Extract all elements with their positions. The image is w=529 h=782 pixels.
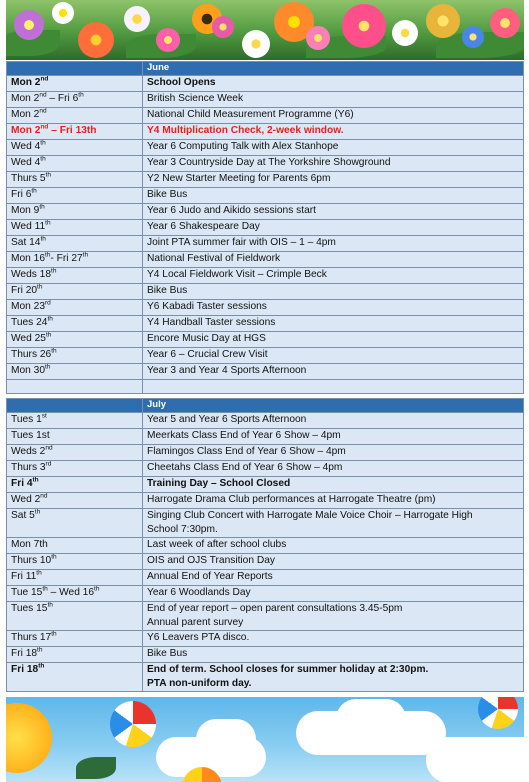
event-description: Year 3 and Year 4 Sports Afternoon (143, 364, 524, 380)
event-date: Thurs 3rd (7, 461, 143, 477)
event-row (7, 172, 524, 188)
event-description: School Opens (143, 76, 524, 92)
event-description: Y4 Local Fieldwork Visit – Crimple Beck (143, 268, 524, 284)
event-row (7, 140, 524, 156)
event-date: Fri 20th (7, 284, 143, 300)
event-description: Year 6 Judo and Aikido sessions start (143, 204, 524, 220)
event-row (7, 631, 524, 647)
event-description: Training Day – School Closed (143, 477, 524, 493)
event-description: Year 6 Woodlands Day (143, 586, 524, 602)
event-row (7, 204, 524, 220)
event-row (7, 647, 524, 663)
event-description: Y4 Multiplication Check, 2-week window. (143, 124, 524, 140)
event-date: Sat 5th (7, 509, 143, 538)
event-date: Tues 1st (7, 413, 143, 429)
event-row (7, 493, 524, 509)
event-description: Bike Bus (143, 647, 524, 663)
event-description: Annual End of Year Reports (143, 570, 524, 586)
event-date: Tues 24th (7, 316, 143, 332)
event-row (7, 413, 524, 429)
event-row (7, 156, 524, 172)
event-date: Wed 2nd (7, 493, 143, 509)
event-date: Wed 11th (7, 220, 143, 236)
event-description: Joint PTA summer fair with OIS – 1 – 4pm (143, 236, 524, 252)
event-row (7, 188, 524, 204)
beach-ball-icon (110, 701, 156, 747)
event-description: Y6 Leavers PTA disco. (143, 631, 524, 647)
event-date: Fri 4th (7, 477, 143, 493)
event-date: Wed 4th (7, 140, 143, 156)
event-row (7, 236, 524, 252)
event-description: Bike Bus (143, 284, 524, 300)
event-date: Wed 25th (7, 332, 143, 348)
beach-ball-icon (478, 697, 518, 729)
event-row (7, 570, 524, 586)
event-date: Mon 2nd – Fri 13th (7, 124, 143, 140)
month-header (7, 62, 524, 76)
event-date: Mon 23rd (7, 300, 143, 316)
event-description: National Festival of Fieldwork (143, 252, 524, 268)
event-date: Mon 9th (7, 204, 143, 220)
event-date: Mon 7th (7, 538, 143, 554)
event-description: Year 5 and Year 6 Sports Afternoon (143, 413, 524, 429)
event-row (7, 554, 524, 570)
event-row (7, 538, 524, 554)
event-description: Year 6 – Crucial Crew Visit (143, 348, 524, 364)
event-date: Weds 18th (7, 268, 143, 284)
event-description: End of year report – open parent consultations 3.45-5pm Annual parent survey (143, 602, 524, 631)
event-row (7, 586, 524, 602)
event-row (7, 364, 524, 380)
event-description: Flamingos Class End of Year 6 Show – 4pm (143, 445, 524, 461)
month-name: June (143, 62, 524, 76)
event-date: Thurs 10th (7, 554, 143, 570)
event-description: OIS and OJS Transition Day (143, 554, 524, 570)
event-description: Year 6 Shakespeare Day (143, 220, 524, 236)
event-description: Meerkats Class End of Year 6 Show – 4pm (143, 429, 524, 445)
month-name: July (143, 399, 524, 413)
event-row (7, 663, 524, 692)
event-date: Thurs 5th (7, 172, 143, 188)
month-header (7, 399, 524, 413)
event-description: Y2 New Starter Meeting for Parents 6pm (143, 172, 524, 188)
event-date: Thurs 17th (7, 631, 143, 647)
event-date: Tues 1st (7, 429, 143, 445)
event-date: Mon 16th- Fri 27th (7, 252, 143, 268)
event-date: Weds 2nd (7, 445, 143, 461)
event-description: Year 3 Countryside Day at The Yorkshire Showground (143, 156, 524, 172)
event-date: Wed 4th (7, 156, 143, 172)
event-row (7, 76, 524, 92)
blank-row (7, 380, 524, 394)
event-row (7, 332, 524, 348)
event-description: Harrogate Drama Club performances at Harrogate Theatre (pm) (143, 493, 524, 509)
event-date: Fri 11th (7, 570, 143, 586)
event-row (7, 461, 524, 477)
event-row (7, 284, 524, 300)
event-date: Fri 18th (7, 647, 143, 663)
event-row (7, 477, 524, 493)
event-description: Last week of after school clubs (143, 538, 524, 554)
event-date: Fri 6th (7, 188, 143, 204)
summer-banner (6, 697, 524, 782)
event-row (7, 252, 524, 268)
event-row (7, 602, 524, 631)
event-description: Year 6 Computing Talk with Alex Stanhope (143, 140, 524, 156)
event-row (7, 92, 524, 108)
event-description: Bike Bus (143, 188, 524, 204)
event-row (7, 429, 524, 445)
event-row (7, 316, 524, 332)
event-date: Mon 30th (7, 364, 143, 380)
event-row (7, 348, 524, 364)
event-description: Y6 Kabadi Taster sessions (143, 300, 524, 316)
event-date: Tue 15th – Wed 16th (7, 586, 143, 602)
schedule-july (6, 398, 524, 692)
event-date: Mon 2nd (7, 76, 143, 92)
event-row (7, 445, 524, 461)
event-date: Mon 2nd – Fri 6th (7, 92, 143, 108)
event-description: Singing Club Concert with Harrogate Male Voice Choir – Harrogate High School 7:30pm. (143, 509, 524, 538)
event-row (7, 300, 524, 316)
event-description: National Child Measurement Programme (Y6) (143, 108, 524, 124)
event-date: Sat 14th (7, 236, 143, 252)
event-date: Tues 15th (7, 602, 143, 631)
event-date: Fri 18th (7, 663, 143, 692)
event-description: End of term. School closes for summer holiday at 2:30pm. PTA non-uniform day. (143, 663, 524, 692)
event-row (7, 509, 524, 538)
event-date: Thurs 26th (7, 348, 143, 364)
event-row (7, 268, 524, 284)
schedule-june (6, 61, 524, 394)
event-row (7, 220, 524, 236)
event-row (7, 108, 524, 124)
event-row (7, 124, 524, 140)
event-date: Mon 2nd (7, 108, 143, 124)
event-description: Encore Music Day at HGS (143, 332, 524, 348)
event-description: Y4 Handball Taster sessions (143, 316, 524, 332)
event-description: British Science Week (143, 92, 524, 108)
flower-banner (6, 0, 524, 60)
sun-icon (6, 703, 52, 773)
event-description: Cheetahs Class End of Year 6 Show – 4pm (143, 461, 524, 477)
